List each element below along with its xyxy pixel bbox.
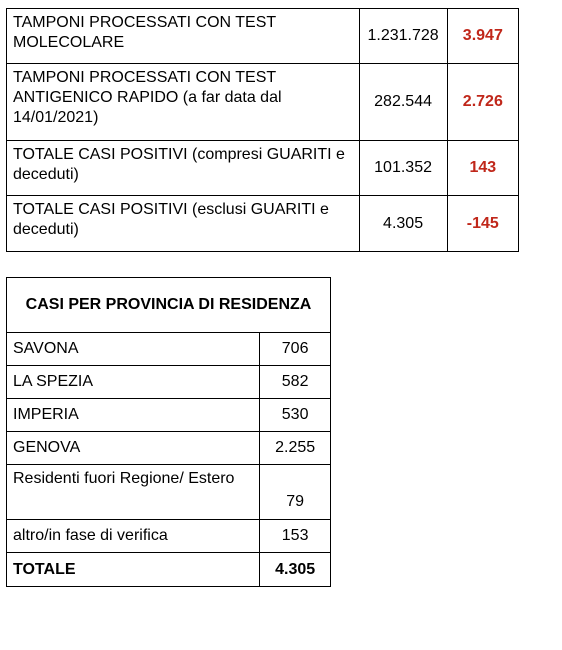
- total-row: [7, 553, 331, 587]
- summary-label: TAMPONI PROCESSATI CON TEST MOLECOLARE: [7, 9, 360, 64]
- summary-delta: 2.726: [447, 64, 518, 141]
- province-value: 2.255: [260, 432, 331, 465]
- province-header-row: [7, 278, 331, 333]
- province-value: 79: [260, 465, 331, 520]
- summary-label: TAMPONI PROCESSATI CON TEST ANTIGENICO RAPIDO (a far data dal 14/01/2021): [7, 64, 360, 141]
- province-name: SAVONA: [7, 333, 260, 366]
- summary-row-antigenico: [7, 64, 519, 141]
- summary-value: 4.305: [359, 196, 447, 252]
- summary-row-totale-esclusi: [7, 196, 519, 252]
- table-row: [7, 366, 331, 399]
- table-row: [7, 399, 331, 432]
- total-value: 4.305: [260, 553, 331, 587]
- summary-delta: 3.947: [447, 9, 518, 64]
- province-value: 706: [260, 333, 331, 366]
- summary-label: TOTALE CASI POSITIVI (esclusi GUARITI e deceduti): [7, 196, 360, 252]
- summary-row-totale-compresi: [7, 141, 519, 196]
- summary-value: 1.231.728: [359, 9, 447, 64]
- province-name: altro/in fase di verifica: [7, 520, 260, 553]
- summary-label: TOTALE CASI POSITIVI (compresi GUARITI e deceduti): [7, 141, 360, 196]
- table-row: [7, 432, 331, 465]
- summary-delta: -145: [447, 196, 518, 252]
- province-table: [6, 277, 331, 587]
- table-row: [7, 465, 331, 520]
- province-value: 153: [260, 520, 331, 553]
- province-name: Residenti fuori Regione/ Estero: [7, 465, 260, 520]
- summary-row-molecolare: [7, 9, 519, 64]
- table-row: [7, 333, 331, 366]
- table-row: [7, 520, 331, 553]
- summary-table: [6, 8, 519, 252]
- province-name: LA SPEZIA: [7, 366, 260, 399]
- summary-delta: 143: [447, 141, 518, 196]
- summary-value: 282.544: [359, 64, 447, 141]
- province-name: IMPERIA: [7, 399, 260, 432]
- province-value: 582: [260, 366, 331, 399]
- province-value: 530: [260, 399, 331, 432]
- total-label: TOTALE: [7, 553, 260, 587]
- summary-value: 101.352: [359, 141, 447, 196]
- province-name: GENOVA: [7, 432, 260, 465]
- province-header: CASI PER PROVINCIA DI RESIDENZA: [7, 278, 331, 333]
